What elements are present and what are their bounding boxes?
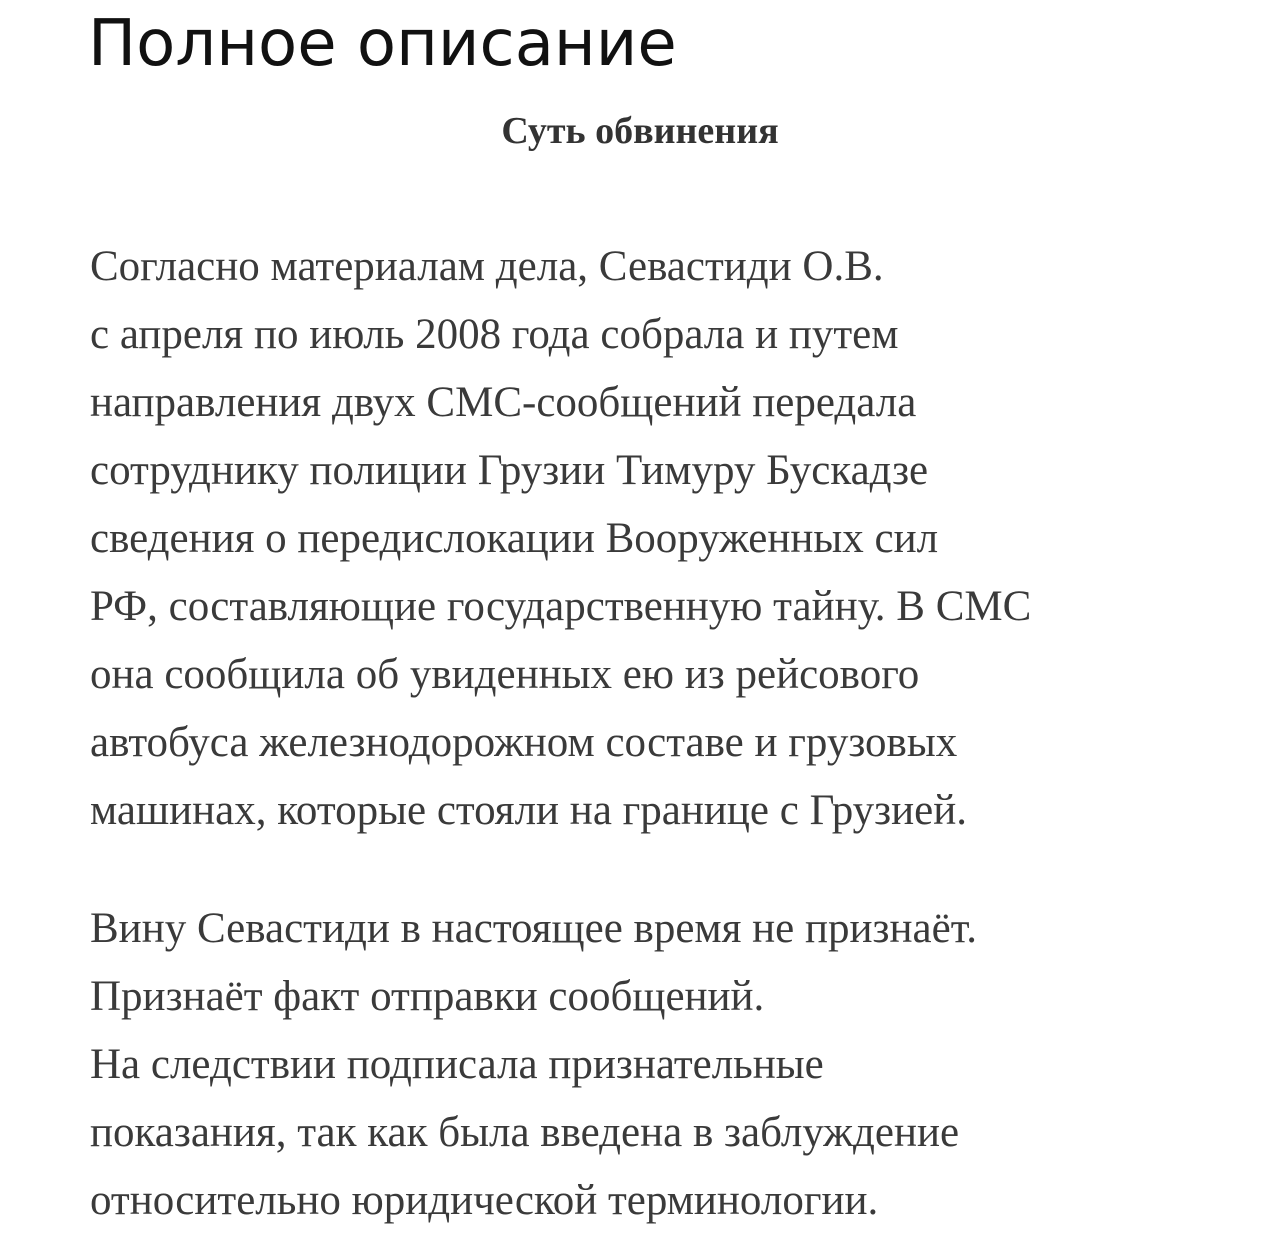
paragraph-line: Согласно материалам дела, Севастиди О.В. <box>90 243 884 290</box>
paragraph-line: она сообщила об увиденных ею из рейсового <box>90 651 920 698</box>
paragraph-line: относительно юридической терминологии. <box>90 1177 879 1224</box>
paragraph-line: направления двух СМС-сообщений передала <box>90 379 917 426</box>
paragraph-line: автобуса железнодорожном составе и грузовых <box>90 719 958 766</box>
paragraph-line: РФ, составляющие государственную тайну. В СМС <box>90 583 1032 630</box>
paragraph-line: машинах, которые стояли на границе с Грузией. <box>90 787 968 834</box>
paragraph-line: показания, так как была введена в заблуждение <box>90 1109 960 1156</box>
paragraph-charge-details <box>90 233 1240 845</box>
paragraph-line: На следствии подписала признательные <box>90 1041 824 1088</box>
paragraph-line: Признаёт факт отправки сообщений. <box>90 973 765 1020</box>
paragraph-line: Вину Севастиди в настоящее время не признаёт. <box>90 905 978 952</box>
section-heading: Суть обвинения <box>501 110 779 152</box>
page-title: Полное описание <box>88 7 677 81</box>
paragraph-line: сведения о передислокации Вооруженных сил <box>90 515 939 562</box>
paragraph-line: сотруднику полиции Грузии Тимуру Бускадзе <box>90 447 929 494</box>
paragraph-line: с апреля по июль 2008 года собрала и путем <box>90 311 899 358</box>
paragraph-guilt-position <box>90 895 1240 1235</box>
